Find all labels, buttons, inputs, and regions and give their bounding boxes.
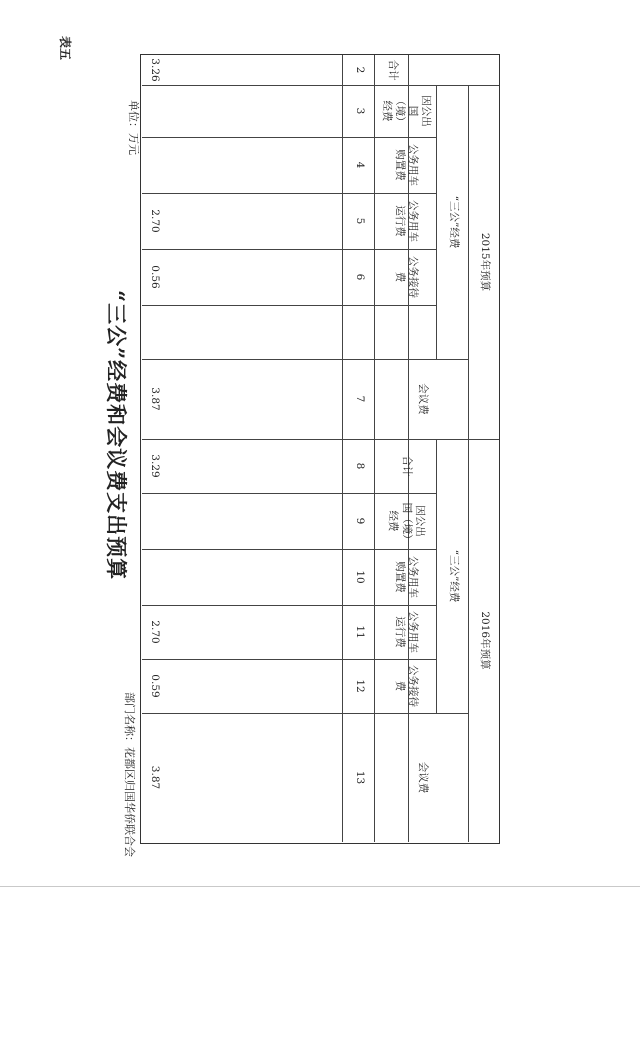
- unit-label: 单位：万元: [127, 100, 140, 155]
- header-2015-reception-gap: [375, 305, 437, 359]
- value-2016-car-purchase: [142, 549, 343, 605]
- column-number: 3: [353, 107, 366, 115]
- scan-edge-line: [0, 886, 640, 887]
- value-2015-meeting: 3.87: [149, 387, 162, 411]
- column-number: 9: [353, 517, 366, 525]
- header-2016-abroad: 因公出国（境）经费: [387, 502, 426, 540]
- header-2015-car-operation: 公务用车运行费: [394, 200, 420, 242]
- column-number: 7: [353, 395, 366, 403]
- value-2015-car-operation: 2.70: [149, 209, 162, 233]
- header-2015-total: 合计: [386, 59, 399, 81]
- header-2015-sangong: “三公”经费: [447, 195, 460, 249]
- column-number: 6: [353, 273, 366, 281]
- value-2015-total: 3.26: [149, 58, 162, 82]
- value-2015-abroad: [142, 85, 343, 137]
- header-2016-meeting: 会议费: [416, 761, 429, 794]
- header-2015-reception: 公务接待费: [394, 256, 420, 298]
- value-2016-total: 3.29: [149, 454, 162, 478]
- column-number: 2: [353, 66, 366, 74]
- header-2016-reception: 公务接待费: [394, 665, 420, 707]
- value-2016-abroad: [142, 493, 343, 549]
- header-2015-abroad: 因公出国（境）经费: [380, 95, 433, 127]
- column-number: 13: [353, 770, 366, 785]
- header-2016-car-operation: 公务用车运行费: [394, 611, 420, 653]
- header-2015-budget: 2015年预算: [478, 232, 491, 292]
- value-2016-car-operation: 2.70: [149, 620, 162, 644]
- department-name: 部门名称：花都区归国华侨联合会: [123, 692, 136, 857]
- budget-table: [140, 54, 500, 844]
- page-label: 表五: [58, 36, 72, 61]
- header-2016-sangong: “三公”经费: [447, 549, 460, 603]
- header-2016-car-purchase: 公务用车购置费: [394, 556, 420, 598]
- column-number: 12: [353, 679, 366, 693]
- value-2016-meeting: 3.87: [149, 765, 162, 790]
- column-number: 5: [353, 217, 366, 225]
- value-2016-reception: 0.59: [149, 674, 162, 698]
- column-number: 8: [353, 462, 366, 470]
- column-number: 11: [353, 625, 366, 639]
- header-2016-total: 合计: [400, 455, 413, 477]
- header-2015-meeting: 会议费: [416, 383, 429, 415]
- value-2015-reception: 0.56: [149, 265, 162, 289]
- document-title: “三公”经费和会议费支出预算: [104, 290, 129, 581]
- column-number: 4: [353, 161, 366, 169]
- header-2016-budget: 2016年预算: [478, 611, 491, 670]
- column-number: 10: [353, 570, 366, 584]
- value-2015-car-purchase: [142, 137, 343, 193]
- header-2015-car-purchase: 公务用车购置费: [394, 144, 420, 186]
